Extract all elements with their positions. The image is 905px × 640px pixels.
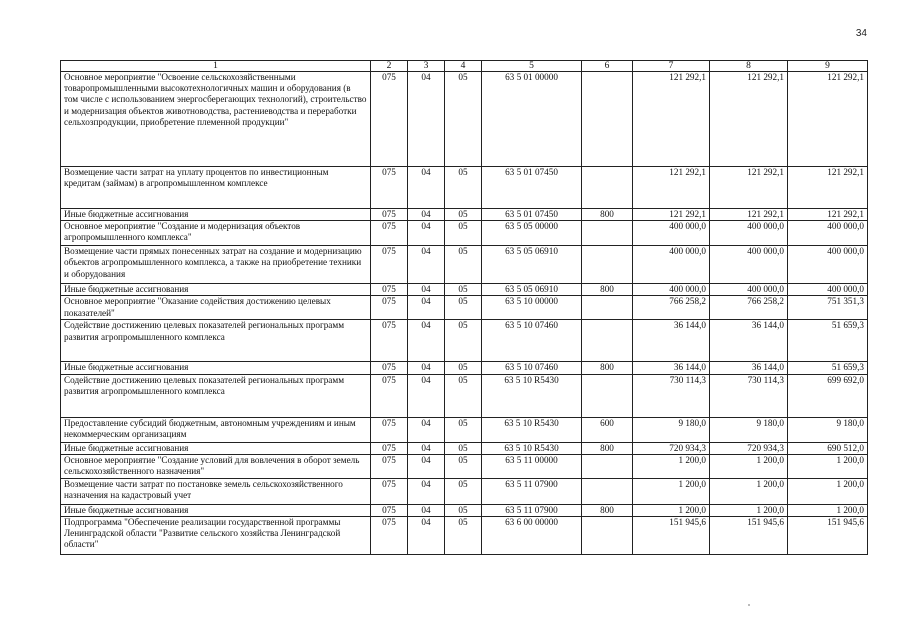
section-code: 04	[408, 504, 445, 516]
amount-year-3: 1 200,0	[788, 454, 868, 478]
admin-code: 075	[371, 296, 408, 320]
row-name: Иные бюджетные ассигнования	[61, 284, 371, 296]
subsection-code: 05	[445, 454, 482, 478]
row-name: Основное мероприятие "Создание условий для вовлечения в оборот земель сельскохозяйственного назначения"	[61, 454, 371, 478]
subsection-code: 05	[445, 320, 482, 362]
table-row	[61, 478, 868, 504]
table-header-row	[61, 61, 868, 72]
target-article: 63 5 10 07460	[482, 362, 582, 374]
amount-year-1: 121 292,1	[633, 167, 710, 209]
admin-code: 075	[371, 504, 408, 516]
amount-year-1: 400 000,0	[633, 246, 710, 284]
admin-code: 075	[371, 320, 408, 362]
column-header: 4	[445, 61, 482, 72]
table-row	[61, 221, 868, 246]
amount-year-1: 400 000,0	[633, 221, 710, 246]
table-row	[61, 284, 868, 296]
target-article: 63 5 01 07450	[482, 209, 582, 221]
amount-year-2: 720 934,3	[710, 442, 788, 454]
target-article: 63 5 10 00000	[482, 296, 582, 320]
amount-year-1: 9 180,0	[633, 417, 710, 442]
table-row	[61, 246, 868, 284]
amount-year-3: 9 180,0	[788, 417, 868, 442]
subsection-code: 05	[445, 478, 482, 504]
admin-code: 075	[371, 417, 408, 442]
expense-type	[582, 454, 633, 478]
subsection-code: 05	[445, 417, 482, 442]
budget-table	[60, 60, 868, 555]
section-code: 04	[408, 296, 445, 320]
row-name: Основное мероприятие "Создание и модернизация объектов агропромышленного комплекса"	[61, 221, 371, 246]
admin-code: 075	[371, 374, 408, 417]
amount-year-1: 400 000,0	[633, 284, 710, 296]
target-article: 63 5 10 R5430	[482, 442, 582, 454]
amount-year-3: 699 692,0	[788, 374, 868, 417]
subsection-code: 05	[445, 517, 482, 555]
amount-year-2: 9 180,0	[710, 417, 788, 442]
subsection-code: 05	[445, 221, 482, 246]
amount-year-2: 400 000,0	[710, 246, 788, 284]
amount-year-2: 1 200,0	[710, 478, 788, 504]
admin-code: 075	[371, 454, 408, 478]
table-row	[61, 442, 868, 454]
table-row	[61, 454, 868, 478]
section-code: 04	[408, 442, 445, 454]
amount-year-1: 151 945,6	[633, 517, 710, 555]
amount-year-1: 730 114,3	[633, 374, 710, 417]
amount-year-3: 51 659,3	[788, 320, 868, 362]
row-name: Содействие достижению целевых показателей региональных программ развития агропромышленного комплекса	[61, 320, 371, 362]
section-code: 04	[408, 362, 445, 374]
target-article: 63 5 11 00000	[482, 454, 582, 478]
row-name: Возмещение части затрат по постановке земель сельскохозяйственного назначения на кадастровый учет	[61, 478, 371, 504]
subsection-code: 05	[445, 362, 482, 374]
table-row	[61, 417, 868, 442]
section-code: 04	[408, 478, 445, 504]
page-number: 34	[855, 28, 867, 39]
table-row	[61, 374, 868, 417]
amount-year-3: 400 000,0	[788, 221, 868, 246]
amount-year-2: 121 292,1	[710, 72, 788, 167]
amount-year-3: 151 945,6	[788, 517, 868, 555]
target-article: 63 5 11 07900	[482, 504, 582, 516]
amount-year-3: 121 292,1	[788, 72, 868, 167]
amount-year-2: 1 200,0	[710, 454, 788, 478]
row-name: Основное мероприятие "Оказание содействия достижению целевых показателей"	[61, 296, 371, 320]
row-name: Содействие достижению целевых показателей региональных программ развития агропромышленного комплекса	[61, 374, 371, 417]
amount-year-1: 1 200,0	[633, 504, 710, 516]
column-header: 8	[710, 61, 788, 72]
amount-year-2: 121 292,1	[710, 209, 788, 221]
section-code: 04	[408, 246, 445, 284]
admin-code: 075	[371, 517, 408, 555]
table-row	[61, 517, 868, 555]
column-header: 2	[371, 61, 408, 72]
subsection-code: 05	[445, 72, 482, 167]
section-code: 04	[408, 320, 445, 362]
row-name: Иные бюджетные ассигнования	[61, 504, 371, 516]
row-name: Подпрограмма "Обеспечение реализации государственной программы Ленинградской области "Развитие сельского хозяйства Ленинградской области"	[61, 517, 371, 555]
expense-type: 800	[582, 442, 633, 454]
row-name: Иные бюджетные ассигнования	[61, 442, 371, 454]
amount-year-3: 400 000,0	[788, 284, 868, 296]
target-article: 63 6 00 00000	[482, 517, 582, 555]
amount-year-3: 1 200,0	[788, 478, 868, 504]
amount-year-1: 720 934,3	[633, 442, 710, 454]
admin-code: 075	[371, 221, 408, 246]
expense-type: 800	[582, 504, 633, 516]
subsection-code: 05	[445, 246, 482, 284]
subsection-code: 05	[445, 209, 482, 221]
column-header: 3	[408, 61, 445, 72]
target-article: 63 5 10 R5430	[482, 374, 582, 417]
column-header: 5	[482, 61, 582, 72]
row-name: Возмещение части затрат на уплату процентов по инвестиционным кредитам (займам) в агропромышленном комплексе	[61, 167, 371, 209]
amount-year-2: 151 945,6	[710, 517, 788, 555]
subsection-code: 05	[445, 374, 482, 417]
section-code: 04	[408, 221, 445, 246]
admin-code: 075	[371, 246, 408, 284]
expense-type	[582, 374, 633, 417]
section-code: 04	[408, 374, 445, 417]
row-name: Иные бюджетные ассигнования	[61, 362, 371, 374]
expense-type	[582, 167, 633, 209]
amount-year-2: 730 114,3	[710, 374, 788, 417]
amount-year-2: 36 144,0	[710, 362, 788, 374]
subsection-code: 05	[445, 442, 482, 454]
amount-year-2: 36 144,0	[710, 320, 788, 362]
amount-year-3: 751 351,3	[788, 296, 868, 320]
amount-year-3: 1 200,0	[788, 504, 868, 516]
table-row	[61, 209, 868, 221]
table-body	[61, 72, 868, 555]
column-header: 1	[61, 61, 371, 72]
amount-year-3: 51 659,3	[788, 362, 868, 374]
amount-year-2: 121 292,1	[710, 167, 788, 209]
expense-type	[582, 246, 633, 284]
amount-year-3: 690 512,0	[788, 442, 868, 454]
column-header: 9	[788, 61, 868, 72]
target-article: 63 5 10 07460	[482, 320, 582, 362]
target-article: 63 5 01 07450	[482, 167, 582, 209]
target-article: 63 5 05 00000	[482, 221, 582, 246]
target-article: 63 5 05 06910	[482, 284, 582, 296]
admin-code: 075	[371, 167, 408, 209]
expense-type: 800	[582, 284, 633, 296]
expense-type	[582, 296, 633, 320]
expense-type	[582, 221, 633, 246]
amount-year-3: 121 292,1	[788, 209, 868, 221]
admin-code: 075	[371, 72, 408, 167]
admin-code: 075	[371, 442, 408, 454]
subsection-code: 05	[445, 504, 482, 516]
amount-year-1: 1 200,0	[633, 454, 710, 478]
amount-year-1: 121 292,1	[633, 72, 710, 167]
expense-type	[582, 72, 633, 167]
section-code: 04	[408, 167, 445, 209]
subsection-code: 05	[445, 167, 482, 209]
table-row	[61, 72, 868, 167]
amount-year-1: 766 258,2	[633, 296, 710, 320]
column-header: 7	[633, 61, 710, 72]
table-row	[61, 167, 868, 209]
amount-year-3: 121 292,1	[788, 167, 868, 209]
row-name: Возмещение части прямых понесенных затрат на создание и модернизацию объектов агропромышленного комплекса, а также на приобретение техники и оборудования	[61, 246, 371, 284]
table-row	[61, 362, 868, 374]
table-row	[61, 296, 868, 320]
admin-code: 075	[371, 209, 408, 221]
amount-year-1: 36 144,0	[633, 362, 710, 374]
target-article: 63 5 10 R5430	[482, 417, 582, 442]
expense-type	[582, 478, 633, 504]
subsection-code: 05	[445, 284, 482, 296]
amount-year-1: 36 144,0	[633, 320, 710, 362]
amount-year-1: 1 200,0	[633, 478, 710, 504]
admin-code: 075	[371, 362, 408, 374]
section-code: 04	[408, 454, 445, 478]
amount-year-2: 400 000,0	[710, 284, 788, 296]
section-code: 04	[408, 517, 445, 555]
section-code: 04	[408, 417, 445, 442]
target-article: 63 5 05 06910	[482, 246, 582, 284]
expense-type	[582, 517, 633, 555]
amount-year-2: 766 258,2	[710, 296, 788, 320]
expense-type	[582, 320, 633, 362]
expense-type: 800	[582, 362, 633, 374]
expense-type: 600	[582, 417, 633, 442]
row-name: Предоставление субсидий бюджетным, автономным учреждениям и иным некоммерческим организациям	[61, 417, 371, 442]
row-name: Основное мероприятие "Освоение сельскохозяйственными товаропромышленными высокотехнологичных машин и оборудования (в том числе с использованием энергосберегающих технологий), строительство и модернизация объектов животноводства, растениеводства и переработки сельхозпродукции, приобретение племенной продукции"	[61, 72, 371, 167]
column-header: 6	[582, 61, 633, 72]
amount-year-2: 1 200,0	[710, 504, 788, 516]
admin-code: 075	[371, 478, 408, 504]
section-code: 04	[408, 72, 445, 167]
amount-year-1: 121 292,1	[633, 209, 710, 221]
amount-year-2: 400 000,0	[710, 221, 788, 246]
row-name: Иные бюджетные ассигнования	[61, 209, 371, 221]
subsection-code: 05	[445, 296, 482, 320]
target-article: 63 5 11 07900	[482, 478, 582, 504]
amount-year-3: 400 000,0	[788, 246, 868, 284]
expense-type: 800	[582, 209, 633, 221]
section-code: 04	[408, 284, 445, 296]
admin-code: 075	[371, 284, 408, 296]
table-row	[61, 504, 868, 516]
target-article: 63 5 01 00000	[482, 72, 582, 167]
scan-speck	[748, 604, 750, 606]
table-row	[61, 320, 868, 362]
section-code: 04	[408, 209, 445, 221]
